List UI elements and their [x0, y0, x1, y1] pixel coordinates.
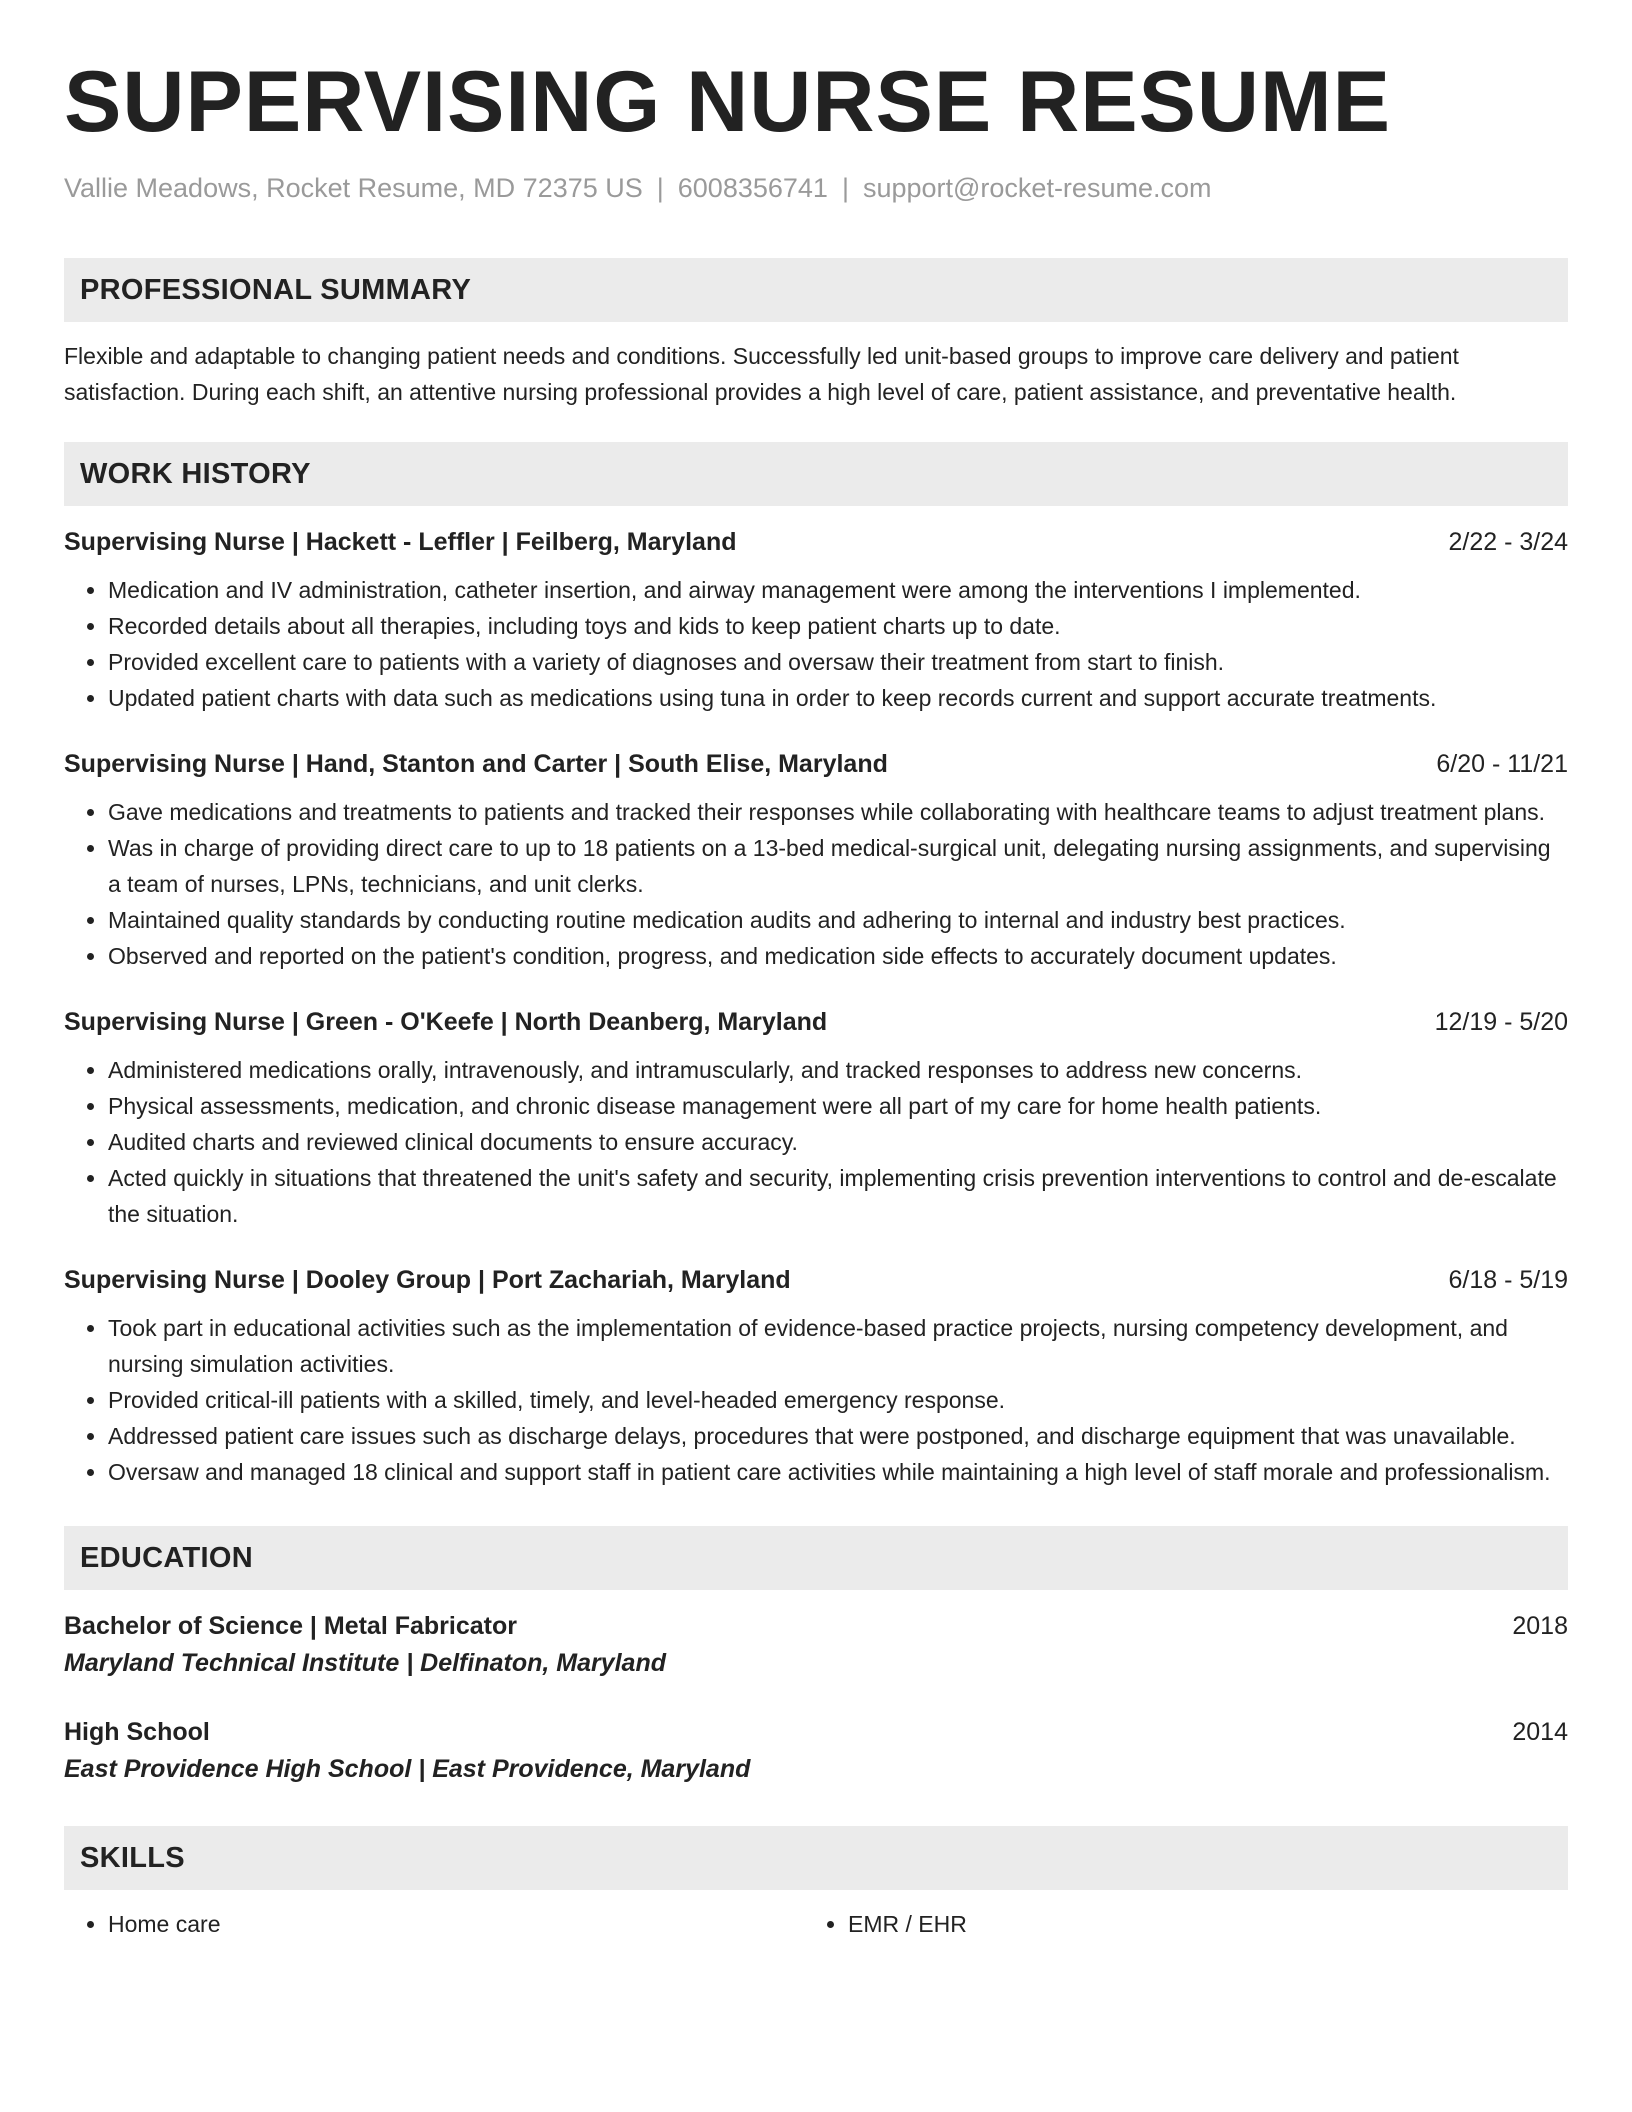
job-header: [64, 746, 1568, 782]
job-dates: 12/19 - 5/20: [1434, 1008, 1568, 1036]
education-school: East Providence High School | East Providence, Maryland: [64, 1755, 751, 1783]
contact-line: [64, 170, 1568, 206]
job-bullet: • Physical assessments, medication, and chronic disease management were all part of my care for home health patients.: [108, 1088, 1568, 1124]
section-header-skills: SKILLS: [64, 1826, 1568, 1890]
education-degree: High School: [64, 1718, 210, 1746]
job-dates: 2/22 - 3/24: [1448, 528, 1568, 556]
job-bullets: [64, 1310, 1568, 1490]
job-entry: [64, 1262, 1568, 1490]
job-bullet: • Audited charts and reviewed clinical documents to ensure accuracy.: [108, 1124, 1568, 1160]
job-bullet: • Gave medications and treatments to patients and tracked their responses while collaborating with healthcare teams to adjust treatment plans.: [108, 794, 1568, 830]
job-title: Supervising Nurse | Hackett - Leffler | Feilberg, Maryland: [64, 528, 737, 556]
job-bullet: • Medication and IV administration, catheter insertion, and airway management were among the interventions I implemented.: [108, 572, 1568, 608]
job-header: [64, 1262, 1568, 1298]
job-title: Supervising Nurse | Hand, Stanton and Carter | South Elise, Maryland: [64, 750, 888, 778]
section-header-education: EDUCATION: [64, 1526, 1568, 1590]
job-bullet: • Maintained quality standards by conducting routine medication audits and adhering to internal and industry best practices.: [108, 902, 1568, 938]
job-dates: 6/18 - 5/19: [1448, 1266, 1568, 1294]
job-bullet: • Addressed patient care issues such as discharge delays, procedures that were postponed, and discharge equipment that was unavailable.: [108, 1418, 1568, 1454]
job-header: [64, 1004, 1568, 1040]
job-header: [64, 524, 1568, 560]
education-entry: [64, 1608, 1568, 1682]
skills-column-left: [64, 1906, 804, 1942]
job-entry: [64, 524, 1568, 716]
job-bullet: • Administered medications orally, intravenously, and intramuscularly, and tracked responses to address new concerns.: [108, 1052, 1568, 1088]
section-header-summary: PROFESSIONAL SUMMARY: [64, 258, 1568, 322]
section-header-work-history: WORK HISTORY: [64, 442, 1568, 506]
education-entry: [64, 1714, 1568, 1788]
job-bullet: • Provided excellent care to patients with a variety of diagnoses and oversaw their treatment from start to finish.: [108, 644, 1568, 680]
summary-text: Flexible and adaptable to changing patient needs and conditions. Successfully led unit-based groups to improve care delivery and patient satisfaction. During each shift, an attentive nursing professional provides a high level of care, patient assistance, and preventative health.: [64, 343, 1459, 405]
education-year: 2014: [1512, 1718, 1568, 1746]
job-bullets: [64, 572, 1568, 716]
education-year: 2018: [1512, 1612, 1568, 1640]
job-title: Supervising Nurse | Dooley Group | Port Zachariah, Maryland: [64, 1266, 791, 1294]
job-entry: [64, 746, 1568, 974]
job-entry: [64, 1004, 1568, 1232]
job-bullet: • Was in charge of providing direct care to up to 18 patients on a 13-bed medical-surgical unit, delegating nursing assignments, and supervising a team of nurses, LPNs, technicians, and unit clerks.: [108, 830, 1568, 902]
job-bullet: • Took part in educational activities such as the implementation of evidence-based practice projects, nursing competency development, and nursing simulation activities.: [108, 1310, 1568, 1382]
education-degree: Bachelor of Science | Metal Fabricator: [64, 1612, 517, 1640]
contact-address: Vallie Meadows, Rocket Resume, MD 72375 US: [64, 173, 643, 203]
job-bullet: • Oversaw and managed 18 clinical and support staff in patient care activities while maintaining a high level of staff morale and professionalism.: [108, 1454, 1568, 1490]
skill-item: • EMR / EHR: [848, 1906, 1544, 1942]
skills-grid: [64, 1906, 1568, 1942]
job-bullet: • Acted quickly in situations that threatened the unit's safety and security, implementing crisis prevention interventions to control and de-escalate the situation.: [108, 1160, 1568, 1232]
job-bullet: • Observed and reported on the patient's condition, progress, and medication side effects to accurately document updates.: [108, 938, 1568, 974]
skill-item: • Home care: [108, 1906, 804, 1942]
resume-title: SUPERVISING NURSE RESUME: [64, 54, 1392, 150]
contact-separator: |: [841, 173, 849, 203]
job-bullets: [64, 1052, 1568, 1232]
education-header: [64, 1714, 1568, 1750]
contact-separator: |: [656, 173, 664, 203]
job-title: Supervising Nurse | Green - O'Keefe | North Deanberg, Maryland: [64, 1008, 828, 1036]
job-bullets: [64, 794, 1568, 974]
job-bullet: • Updated patient charts with data such as medications using tuna in order to keep records current and support accurate treatments.: [108, 680, 1568, 716]
job-bullet: • Provided critical-ill patients with a skilled, timely, and level-headed emergency response.: [108, 1382, 1568, 1418]
contact-email: support@rocket-resume.com: [862, 173, 1212, 203]
contact-phone: 6008356741: [677, 173, 828, 203]
education-header: [64, 1608, 1568, 1644]
job-bullet: • Recorded details about all therapies, including toys and kids to keep patient charts up to date.: [108, 608, 1568, 644]
skills-column-right: [804, 1906, 1544, 1942]
job-dates: 6/20 - 11/21: [1436, 750, 1568, 778]
education-school: Maryland Technical Institute | Delfinaton, Maryland: [64, 1649, 667, 1677]
